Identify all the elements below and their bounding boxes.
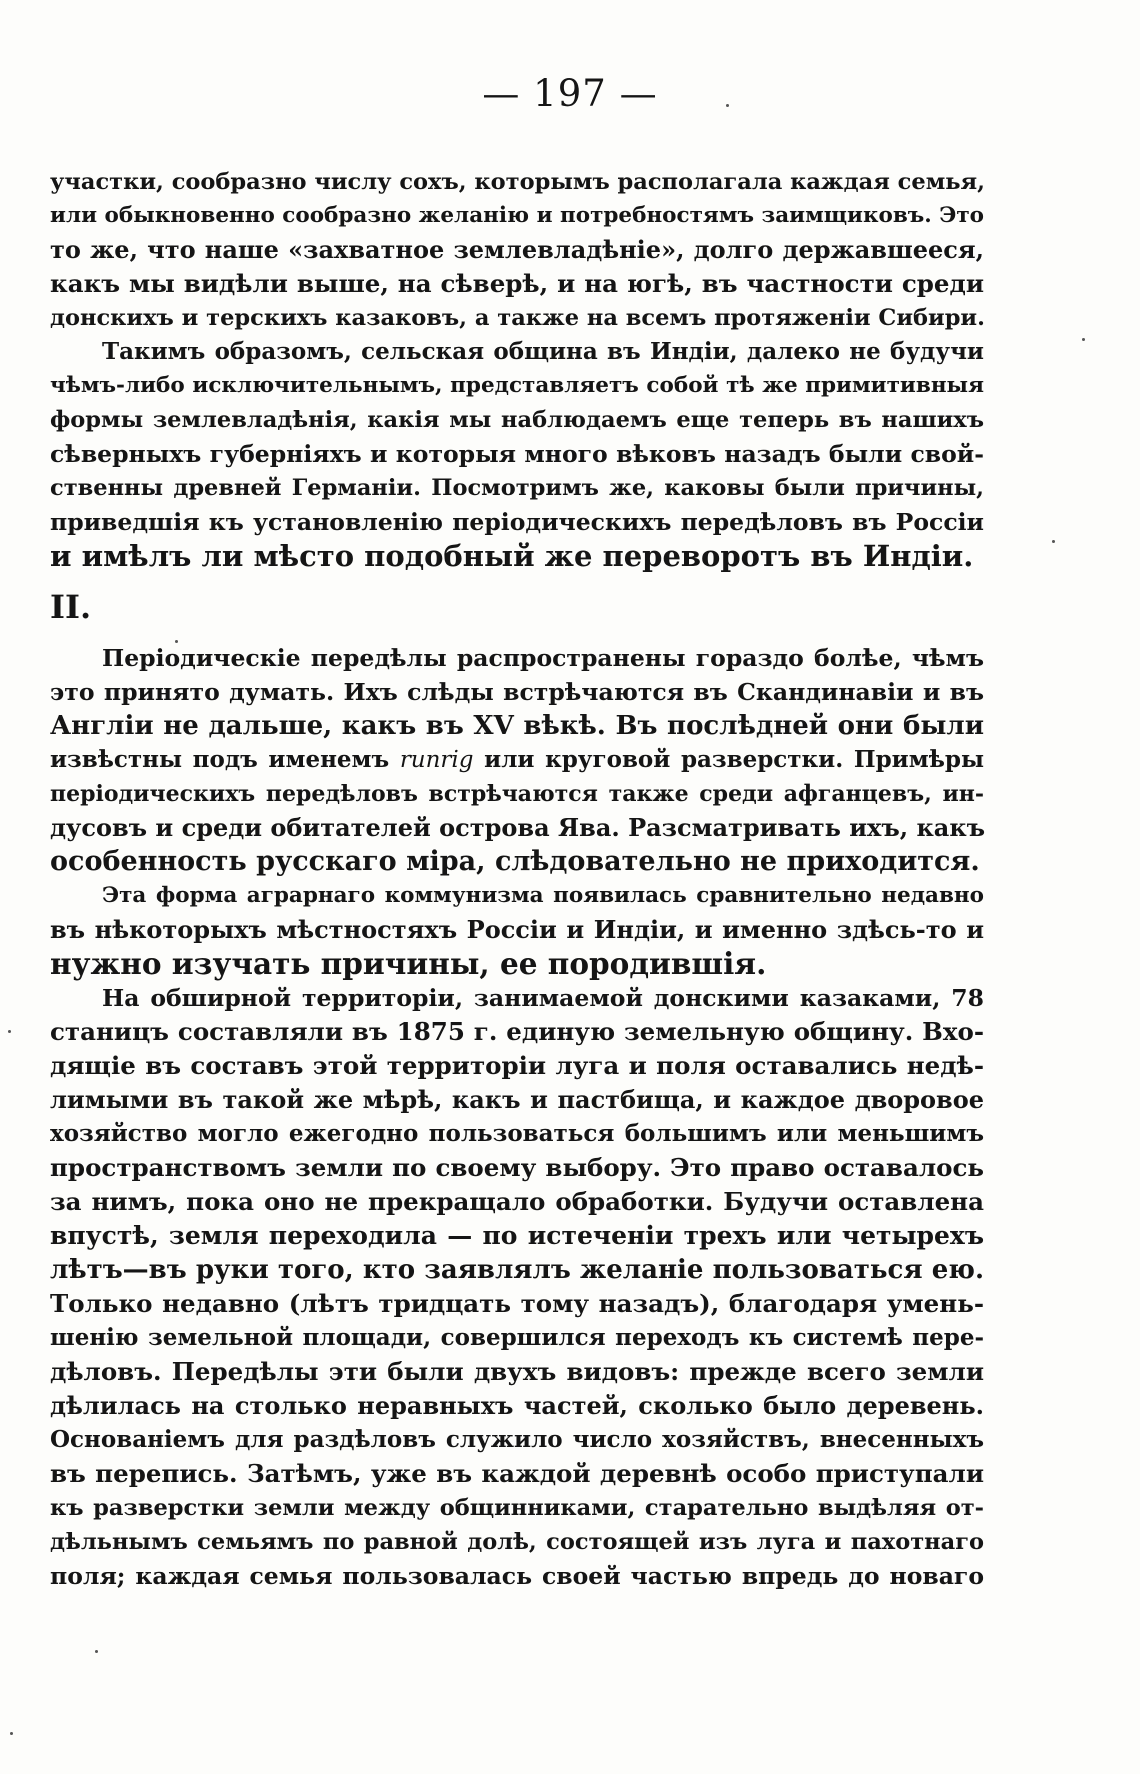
text-line: дящіе въ составъ этой территоріи луга и поля оставались недѣ- [50,1051,984,1080]
text-line: лимыми въ такой же мѣрѣ, какъ и пастбища, и каждое дворовое [50,1085,984,1114]
text-line: Періодическіе передѣлы распространены гораздо болѣе, чѣмъ [102,644,984,672]
text-line: Основаніемъ для раздѣловъ служило число хозяйствъ, внесенныхъ [50,1426,984,1453]
text-line: въ нѣкоторыхъ мѣстностяхъ Россіи и Индіи, и именно здѣсь-то и [50,915,984,944]
text-line: участки, сообразно числу сохъ, которымъ располагала каждая семья, [50,169,985,195]
text-line: за нимъ, пока оно не прекращало обработки. Будучи оставлена [50,1187,984,1216]
paragraph [50,641,984,879]
page-number-header: — 197 — [482,72,658,115]
scan-speck [8,1030,11,1033]
text-line: хозяйство могло ежегодно пользоваться большимъ или меньшимъ [50,1120,984,1147]
paragraph [50,165,984,335]
scan-speck [175,640,178,643]
text-line: Эта форма аграрнаго коммунизма появилась сравнительно недавно [102,883,984,908]
text-line: это принято думать. Ихъ слѣды встрѣчаются въ Скандинавіи и въ [50,678,984,706]
text-line: какъ мы видѣли выше, на сѣверѣ, и на югѣ, въ частности среди [50,269,984,298]
text-line: ственны древней Германіи. Посмотримъ же, каковы были причины, [50,475,984,501]
text-line: дѣловъ. Передѣлы эти были двухъ видовъ: прежде всего земли [50,1357,984,1386]
text-line: впустѣ, земля переходила — по истеченіи трехъ или четырехъ [50,1221,984,1250]
text-line: Только недавно (лѣтъ тридцать тому назадъ), благодаря умень- [50,1289,984,1318]
text-line: дѣльнымъ семьямъ по равной долѣ, состоящей изъ луга и пахотнаго [50,1529,984,1555]
text-line: и имѣлъ ли мѣсто подобный же переворотъ въ Индіи. [50,539,974,573]
text-line: станицъ составляли въ 1875 г. единую земельную общину. Вхо- [50,1017,984,1046]
scan-speck [1082,338,1085,341]
paragraph [50,879,984,981]
text-line: къ разверстки земли между общинниками, старательно выдѣляя от- [50,1495,984,1521]
paragraph [50,981,984,1593]
text-line: формы землевладѣнія, какія мы наблюдаемъ еще теперь въ нашихъ [50,407,984,433]
scan-speck [726,104,729,107]
text-line: Такимъ образомъ, сельская община въ Индіи, далеко не будучи [102,338,984,365]
text-line: или обыкновенно сообразно желанію и потребностямъ заимщиковъ. Это [50,203,984,228]
text-line: шенію земельной площади, совершился переходъ къ системѣ пере- [50,1324,984,1351]
text-line: періодическихъ передѣловъ встрѣчаются также среди афганцевъ, ин- [50,781,984,807]
text-line: пространствомъ земли по своему выбору. Это право оставалось [50,1153,984,1182]
text-line: донскихъ и терскихъ казаковъ, а также на всемъ протяженіи Сибири. [50,305,985,331]
text-line: чѣмъ-либо исключительнымъ, представляетъ собой тѣ же примитивныя [50,373,984,398]
scan-speck [1052,540,1055,543]
text-line: поля; каждая семья пользовалась своей частью впредь до новаго [50,1562,984,1590]
text-line: лѣтъ—въ руки того, кто заявлялъ желаніе пользоваться ею. [50,1255,984,1285]
body-text [50,165,984,1593]
text-line: дусовъ и среди обитателей острова Ява. Разсматривать ихъ, какъ [50,813,986,842]
text-line: дѣлилась на столько неравныхъ частей, сколько было деревень. [50,1391,984,1420]
text-line: приведшія къ установленію періодическихъ передѣловъ въ Россіи [50,508,984,536]
scan-speck [95,1650,98,1653]
paragraph [50,335,984,573]
text-line: Англіи не дальше, какъ въ XV вѣкѣ. Въ послѣдней они были [50,711,984,741]
text-line: особенность русскаго міра, слѣдовательно не приходится. [50,846,980,877]
text-line: то же, что наше «захватное землевладѣніе», долго державшееся, [50,235,984,264]
text-line: извѣстны подъ именемъ runrig или круговой разверстки. Примѣры [50,746,984,773]
text-line: нужно изучать причины, ее породившія. [50,946,767,981]
scan-speck [10,1732,13,1735]
section-heading: II. [50,588,92,626]
text-line: сѣверныхъ губерніяхъ и которыя много вѣковъ назадъ были свой- [50,440,984,468]
text-line: въ перепись. Затѣмъ, уже въ каждой деревнѣ особо приступали [50,1459,984,1488]
text-line: На обширной территоріи, занимаемой донскими казаками, 78 [102,984,984,1012]
italic-term: runrig [399,747,474,773]
